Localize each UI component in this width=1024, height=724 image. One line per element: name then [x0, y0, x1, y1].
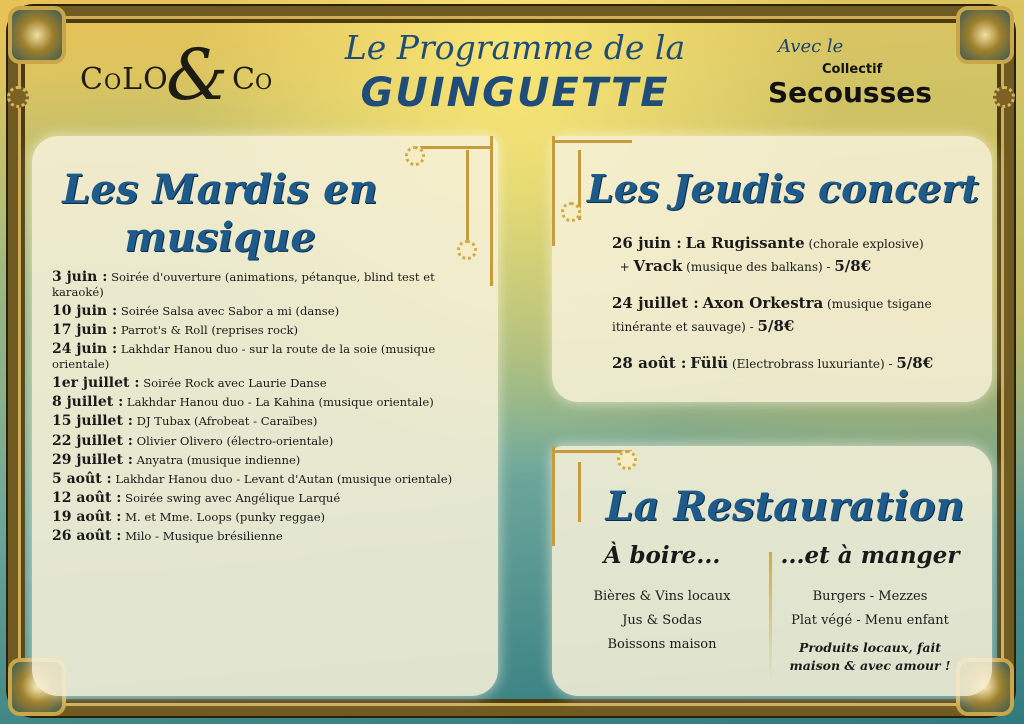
- concert-desc: (musique des balkans) -: [682, 260, 835, 274]
- program-text: DJ Tubax (Afrobeat - Caraïbes): [132, 414, 318, 429]
- gear-icon: [457, 240, 477, 260]
- program-item: [52, 304, 462, 319]
- program-date: 3 juin :: [52, 269, 108, 285]
- mardis-title: [50, 166, 390, 262]
- manger-column: [780, 542, 960, 675]
- program-text: Anyatra (musique indienne): [132, 452, 301, 467]
- program-text: Lakhdar Hanou duo - La Kahina (musique orientale): [123, 395, 434, 410]
- jeudis-concert-list: [612, 232, 980, 389]
- concert-price: 5/8€: [896, 354, 934, 372]
- boire-item: Boissons maison: [607, 637, 717, 652]
- program-date: 26 août :: [52, 528, 122, 545]
- program-item: [52, 491, 462, 506]
- concert-price: 5/8€: [834, 257, 872, 275]
- program-text: Soirée Rock avec Laurie Danse: [139, 375, 327, 390]
- program-item: [52, 270, 462, 299]
- program-date: 12 août :: [52, 490, 122, 507]
- manger-item: Burgers - Mezzes: [812, 589, 928, 604]
- program-date: 1er juillet :: [52, 374, 140, 391]
- manger-note: Produits locaux, fait maison & avec amour !: [789, 640, 951, 673]
- gear-icon: [7, 86, 29, 108]
- corner-ornament: [956, 6, 1014, 64]
- concert-item: [612, 292, 980, 338]
- decorative-line: [490, 136, 493, 286]
- logo-ampersand: &: [166, 34, 229, 116]
- program-date: 19 août :: [52, 509, 122, 526]
- decorative-line: [420, 146, 490, 149]
- concert-name: Axon Orkestra: [702, 294, 824, 312]
- program-item: [52, 323, 462, 338]
- concert-desc: (musique tsigane itinérante et sauvage) -: [612, 297, 932, 334]
- boire-column: [572, 542, 752, 657]
- boire-heading: À boire...: [603, 542, 721, 569]
- concert-item: [612, 232, 980, 278]
- avec-le-label: Avec le: [778, 36, 844, 57]
- program-item: [52, 434, 462, 449]
- boire-item: Bières & Vins locaux: [593, 589, 731, 604]
- logo-colo: CoLO: [80, 62, 169, 97]
- program-date: 15 juillet :: [52, 413, 133, 430]
- concert-name: Vrack: [633, 257, 683, 275]
- concert-name: La Rugissante: [685, 234, 805, 252]
- program-item: [52, 472, 462, 487]
- mardis-title-line1: Les Mardis en: [62, 166, 378, 213]
- program-date: 24 juin :: [52, 341, 118, 358]
- header-title-line2: GUINGUETTE: [360, 70, 670, 116]
- program-date: 8 juillet :: [52, 394, 124, 411]
- program-text: Parrot's & Roll (reprises rock): [117, 322, 298, 337]
- program-item: [52, 414, 462, 429]
- gear-icon: [617, 450, 637, 470]
- program-text: Lakhdar Hanou duo - Levant d'Autan (musique orientale): [111, 471, 453, 486]
- boire-item: Jus & Sodas: [622, 613, 702, 628]
- program-item: [52, 342, 462, 371]
- program-text: Soirée d'ouverture (animations, pétanque, blind test et karaoké): [52, 270, 435, 299]
- restauration-title: La Restauration: [605, 483, 965, 530]
- corner-ornament: [8, 6, 66, 64]
- jeudis-title: Les Jeudis concert: [587, 166, 979, 211]
- program-date: 17 juin :: [52, 321, 118, 338]
- manger-item: Plat végé - Menu enfant: [791, 613, 949, 628]
- mardis-title-line2: musique: [124, 214, 316, 261]
- program-text: M. et Mme. Loops (punky reggae): [121, 510, 326, 525]
- program-item: [52, 453, 462, 468]
- concert-name: Fülü: [690, 354, 729, 372]
- program-date: 5 août :: [52, 470, 112, 487]
- mardis-program-list: [52, 270, 462, 549]
- decorative-line: [578, 462, 581, 522]
- concert-item: [612, 352, 980, 375]
- program-text: Milo - Musique brésilienne: [121, 529, 283, 544]
- program-item: [52, 510, 462, 525]
- program-text: Soirée swing avec Angélique Larqué: [121, 491, 341, 506]
- program-text: Olivier Olivero (électro-orientale): [132, 433, 334, 448]
- program-date: 22 juillet :: [52, 432, 133, 449]
- concert-date: 24 juillet :: [612, 294, 699, 312]
- program-date: 29 juillet :: [52, 451, 133, 468]
- gear-icon: [405, 146, 425, 166]
- concert-plus: +: [619, 260, 630, 274]
- concert-date: 26 juin :: [612, 234, 682, 252]
- gear-icon: [993, 86, 1015, 108]
- concert-desc: (chorale explosive): [804, 237, 924, 251]
- decorative-line: [552, 136, 555, 246]
- decorative-line: [466, 150, 469, 240]
- manger-heading: ...et à manger: [780, 542, 960, 569]
- concert-desc: (Electrobrass luxuriante) -: [728, 357, 897, 371]
- program-item: [52, 376, 462, 391]
- program-item: [52, 395, 462, 410]
- program-item: [52, 529, 462, 544]
- logo-co: Co: [232, 62, 273, 97]
- concert-date: 28 août :: [612, 354, 687, 372]
- secousses-label: Secousses: [768, 76, 932, 109]
- header-title-line1: Le Programme de la: [344, 28, 686, 67]
- column-divider: [769, 552, 772, 680]
- concert-price: 5/8€: [757, 317, 795, 335]
- decorative-line: [552, 446, 555, 546]
- program-text: Soirée Salsa avec Sabor a mi (danse): [117, 303, 340, 318]
- decorative-line: [552, 140, 632, 143]
- program-date: 10 juin :: [52, 302, 118, 319]
- collectif-label: Collectif: [822, 62, 883, 77]
- program-text: Lakhdar Hanou duo - sur la route de la soie (musique orientale): [52, 342, 436, 371]
